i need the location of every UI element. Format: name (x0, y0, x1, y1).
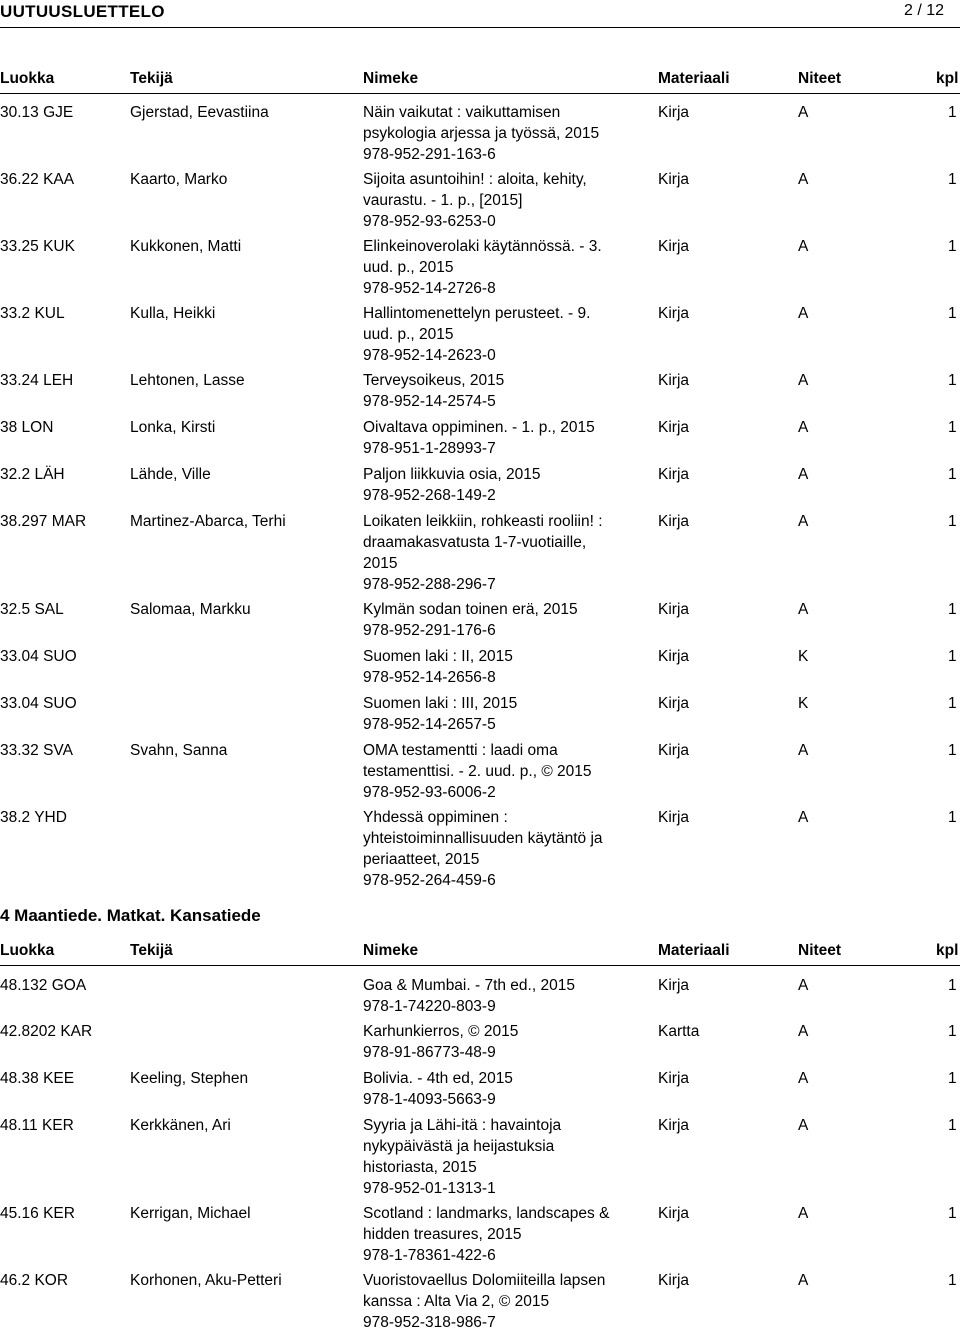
entry-materiaali: Kirja (658, 513, 690, 530)
entry-isbn: 978-952-14-2623-0 (363, 347, 496, 364)
entry-title: OMA testamentti : laadi oma testamenttisi. - 2. uud. p., © 2015 (363, 742, 592, 780)
entry-nimeke (363, 370, 623, 412)
entry-kpl: 1 (948, 419, 957, 436)
entry-kpl: 1 (948, 104, 957, 121)
entry-luokka: 46.2 KOR (0, 1272, 69, 1289)
entry-title: Näin vaikutat : vaikuttamisen psykologia arjessa ja työssä, 2015 (363, 104, 600, 142)
section-heading: 4 Maantiede. Matkat. Kansatiede (0, 906, 261, 925)
entry-isbn: 978-952-288-296-7 (363, 576, 496, 593)
entry-materiaali: Kirja (658, 1070, 690, 1087)
entry-kpl: 1 (948, 513, 957, 530)
entry-tekija: Keeling, Stephen (130, 1070, 249, 1087)
entry-niteet: A (798, 238, 809, 255)
entry-tekija: Lonka, Kirsti (130, 419, 216, 436)
entry-title: Bolivia. - 4th ed, 2015 (363, 1070, 513, 1087)
entry-kpl: 1 (948, 742, 957, 759)
entry-nimeke (363, 464, 623, 506)
entry-nimeke (363, 599, 623, 641)
entry-materiaali: Kirja (658, 305, 690, 322)
entry-materiaali: Kirja (658, 372, 690, 389)
entry-materiaali: Kirja (658, 742, 690, 759)
entry-luokka: 30.13 GJE (0, 104, 74, 121)
entry-title: Suomen laki : II, 2015 (363, 648, 513, 665)
entry-nimeke (363, 1203, 623, 1266)
entry-tekija: Kerkkänen, Ari (130, 1117, 231, 1134)
page-header (0, 0, 960, 24)
entry-nimeke (363, 303, 623, 366)
entry-niteet: A (798, 171, 809, 188)
entry-materiaali: Kirja (658, 809, 690, 826)
page-number: 2 / 12 (903, 2, 944, 19)
entry-kpl: 1 (948, 1023, 957, 1040)
entry-title: Goa & Mumbai. - 7th ed., 2015 (363, 977, 575, 994)
entry-nimeke (363, 975, 623, 1017)
entry-tekija: Kerrigan, Michael (130, 1205, 251, 1222)
column-header-luokka: Luokka (0, 70, 55, 87)
entry-tekija: Kulla, Heikki (130, 305, 216, 322)
entry-niteet: K (798, 695, 809, 712)
entry-title: Kylmän sodan toinen erä, 2015 (363, 601, 578, 618)
column-header-luokka: Luokka (0, 942, 55, 959)
entry-tekija: Kaarto, Marko (130, 171, 228, 188)
entry-materiaali: Kirja (658, 601, 690, 618)
entry-niteet: A (798, 1272, 809, 1289)
entry-luokka: 42.8202 KAR (0, 1023, 93, 1040)
entry-isbn: 978-1-78361-422-6 (363, 1247, 496, 1264)
entry-isbn: 978-952-14-2657-5 (363, 716, 496, 733)
column-header-divider (0, 93, 960, 94)
document-title: UUTUUSLUETTELO (0, 2, 165, 21)
entry-luokka: 38.2 YHD (0, 809, 67, 826)
entry-luokka: 38 LON (0, 419, 54, 436)
entry-materiaali: Kartta (658, 1023, 700, 1040)
column-header-materiaali: Materiaali (658, 942, 730, 959)
column-headers-section-1 (0, 70, 960, 92)
entry-materiaali: Kirja (658, 419, 690, 436)
column-header-kpl: kpl (936, 70, 959, 87)
entry-kpl: 1 (948, 372, 957, 389)
entry-tekija: Lehtonen, Lasse (130, 372, 245, 389)
entry-title: Elinkeinoverolaki käytännössä. - 3. uud. p., 2015 (363, 238, 602, 276)
entry-nimeke (363, 693, 623, 735)
entry-nimeke (363, 511, 623, 595)
entry-niteet: A (798, 809, 809, 826)
entry-materiaali: Kirja (658, 1205, 690, 1222)
entry-materiaali: Kirja (658, 104, 690, 121)
entry-materiaali: Kirja (658, 171, 690, 188)
column-header-kpl: kpl (936, 942, 959, 959)
entry-isbn: 978-951-1-28993-7 (363, 440, 496, 457)
entry-luokka: 48.132 GOA (0, 977, 87, 994)
entry-isbn: 978-952-268-149-2 (363, 487, 496, 504)
entry-materiaali: Kirja (658, 466, 690, 483)
entry-isbn: 978-91-86773-48-9 (363, 1044, 496, 1061)
entry-kpl: 1 (948, 601, 957, 618)
entry-luokka: 33.25 KUK (0, 238, 75, 255)
entry-isbn: 978-952-291-176-6 (363, 622, 496, 639)
column-header-niteet: Niteet (798, 942, 842, 959)
entry-niteet: A (798, 419, 809, 436)
entry-materiaali: Kirja (658, 695, 690, 712)
column-header-niteet: Niteet (798, 70, 842, 87)
entry-isbn: 978-952-14-2656-8 (363, 669, 496, 686)
entry-nimeke (363, 1270, 623, 1333)
entry-niteet: A (798, 977, 809, 994)
entry-luokka: 45.16 KER (0, 1205, 75, 1222)
entry-title: Terveysoikeus, 2015 (363, 372, 505, 389)
entry-materiaali: Kirja (658, 977, 690, 994)
entry-title: Hallintomenettelyn perusteet. - 9. uud. p., 2015 (363, 305, 591, 343)
entry-materiaali: Kirja (658, 1272, 690, 1289)
entry-luokka: 33.32 SVA (0, 742, 73, 759)
entry-luokka: 33.04 SUO (0, 695, 77, 712)
entry-niteet: A (798, 1117, 809, 1134)
entry-kpl: 1 (948, 238, 957, 255)
entry-kpl: 1 (948, 1272, 957, 1289)
entry-kpl: 1 (948, 305, 957, 322)
entry-nimeke (363, 417, 623, 459)
entry-tekija: Martinez-Abarca, Terhi (130, 513, 286, 530)
entry-luokka: 48.11 KER (0, 1117, 74, 1134)
entry-niteet: K (798, 648, 809, 665)
entry-luokka: 38.297 MAR (0, 513, 87, 530)
entry-niteet: A (798, 466, 809, 483)
entry-kpl: 1 (948, 977, 957, 994)
entry-luokka: 32.2 LÄH (0, 466, 65, 483)
entry-materiaali: Kirja (658, 238, 690, 255)
entry-luokka: 48.38 KEE (0, 1070, 75, 1087)
entry-luokka: 36.22 KAA (0, 171, 75, 188)
column-headers-section-2 (0, 942, 960, 964)
entry-title: Oivaltava oppiminen. - 1. p., 2015 (363, 419, 595, 436)
entry-isbn: 978-952-14-2574-5 (363, 393, 496, 410)
entry-isbn: 978-952-318-986-7 (363, 1314, 496, 1331)
entry-niteet: A (798, 305, 809, 322)
entry-niteet: A (798, 372, 809, 389)
entry-title: Suomen laki : III, 2015 (363, 695, 518, 712)
entry-isbn: 978-952-264-459-6 (363, 872, 496, 889)
column-header-materiaali: Materiaali (658, 70, 730, 87)
entry-isbn: 978-952-93-6253-0 (363, 213, 496, 230)
entry-tekija: Korhonen, Aku-Petteri (130, 1272, 282, 1289)
entry-niteet: A (798, 742, 809, 759)
entry-tekija: Lähde, Ville (130, 466, 211, 483)
entry-nimeke (363, 1115, 623, 1199)
entry-tekija: Svahn, Sanna (130, 742, 228, 759)
entry-niteet: A (798, 1205, 809, 1222)
entry-kpl: 1 (948, 695, 957, 712)
entry-title: Scotland : landmarks, landscapes & hidden treasures, 2015 (363, 1205, 610, 1243)
column-header-tekija: Tekijä (130, 70, 173, 87)
entry-isbn: 978-1-74220-803-9 (363, 998, 496, 1015)
entry-title: Paljon liikkuvia osia, 2015 (363, 466, 541, 483)
entry-nimeke (363, 102, 623, 165)
entry-isbn: 978-1-4093-5663-9 (363, 1091, 496, 1108)
entry-luokka: 32.5 SAL (0, 601, 64, 618)
entry-kpl: 1 (948, 1070, 957, 1087)
entry-nimeke (363, 1068, 623, 1110)
entry-isbn: 978-952-93-6006-2 (363, 784, 496, 801)
entry-kpl: 1 (948, 809, 957, 826)
entry-nimeke (363, 169, 623, 232)
column-header-divider (0, 965, 960, 966)
entry-title: Yhdessä oppiminen : yhteistoiminnallisuuden käytäntö ja periaatteet, 2015 (363, 809, 603, 868)
entry-luokka: 33.24 LEH (0, 372, 74, 389)
header-divider (0, 27, 960, 28)
entry-nimeke (363, 646, 623, 688)
entry-kpl: 1 (948, 466, 957, 483)
entry-kpl: 1 (948, 648, 957, 665)
entry-nimeke (363, 740, 623, 803)
entry-title: Syyria ja Lähi-itä : havaintoja nykypäivästä ja heijastuksia historiasta, 2015 (363, 1117, 562, 1176)
entry-kpl: 1 (948, 1205, 957, 1222)
entry-nimeke (363, 1021, 623, 1063)
entry-materiaali: Kirja (658, 1117, 690, 1134)
entry-isbn: 978-952-291-163-6 (363, 146, 496, 163)
entry-isbn: 978-952-14-2726-8 (363, 280, 496, 297)
entry-niteet: A (798, 1023, 809, 1040)
entry-isbn: 978-952-01-1313-1 (363, 1180, 496, 1197)
entry-title: Karhunkierros, © 2015 (363, 1023, 519, 1040)
column-header-tekija: Tekijä (130, 942, 173, 959)
entry-niteet: A (798, 104, 809, 121)
entry-tekija: Salomaa, Markku (130, 601, 251, 618)
entry-tekija: Gjerstad, Eevastiina (130, 104, 269, 121)
entry-niteet: A (798, 601, 809, 618)
entry-luokka: 33.04 SUO (0, 648, 77, 665)
entry-niteet: A (798, 1070, 809, 1087)
entry-kpl: 1 (948, 171, 957, 188)
entry-title: Loikaten leikkiin, rohkeasti rooliin! : draamakasvatusta 1-7-vuotiaille, 2015 (363, 513, 603, 572)
entry-materiaali: Kirja (658, 648, 690, 665)
entry-niteet: A (798, 513, 809, 530)
entry-nimeke (363, 236, 623, 299)
entry-title: Sijoita asuntoihin! : aloita, kehity, vaurastu. - 1. p., [2015] (363, 171, 587, 209)
column-header-nimeke: Nimeke (363, 70, 419, 87)
entry-kpl: 1 (948, 1117, 957, 1134)
entry-tekija: Kukkonen, Matti (130, 238, 242, 255)
entry-nimeke (363, 807, 623, 891)
entry-title: Vuoristovaellus Dolomiiteilla lapsen kanssa : Alta Via 2, © 2015 (363, 1272, 606, 1310)
entry-luokka: 33.2 KUL (0, 305, 65, 322)
column-header-nimeke: Nimeke (363, 942, 419, 959)
